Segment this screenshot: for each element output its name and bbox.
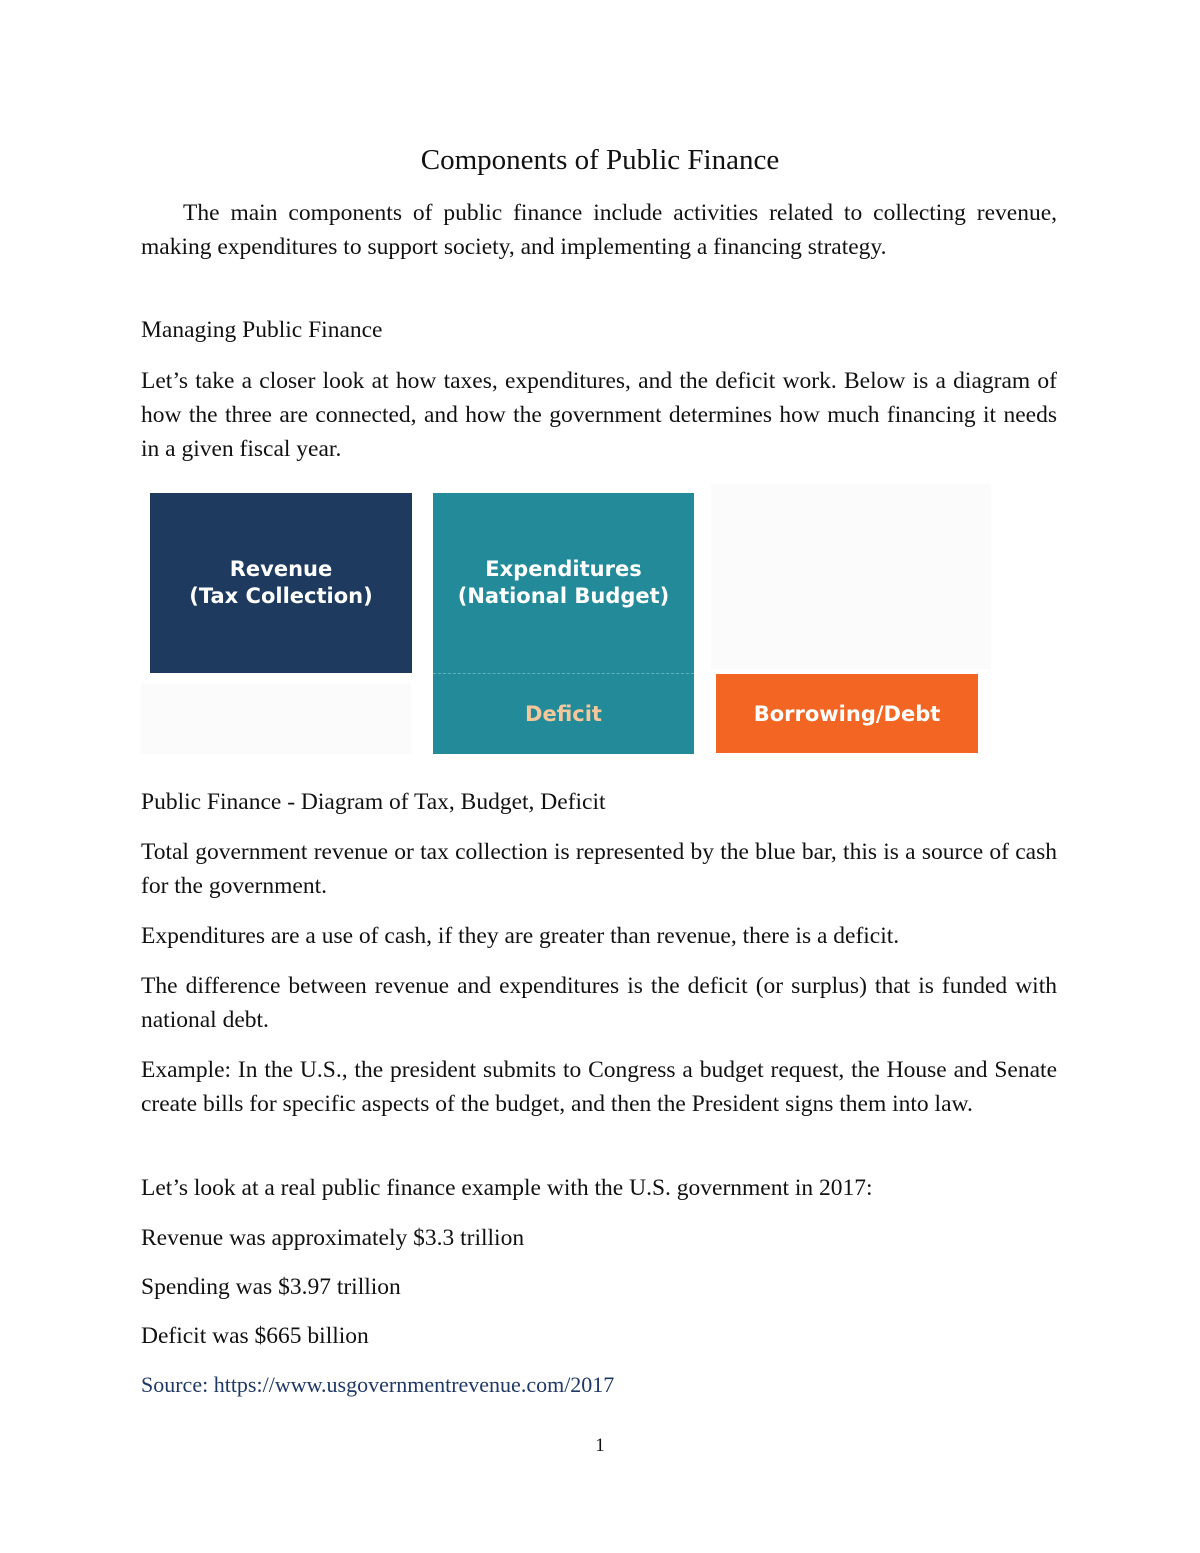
revenue-box: Revenue (Tax Collection) — [150, 493, 412, 673]
expenditures-paragraph: Expenditures are a use of cash, if they are greater than revenue, there is a deficit. — [141, 923, 900, 949]
spending-figure-line: Spending was $3.97 trillion — [141, 1274, 401, 1300]
intro-paragraph: The main components of public finance include activities related to collecting revenue, making expenditures to support society, and implementing a financing strategy. — [141, 200, 1057, 260]
faded-background-area — [141, 684, 411, 754]
borrowing-debt-box: Borrowing/Debt — [716, 674, 978, 753]
difference-paragraph: The difference between revenue and expenditures is the deficit (or surplus) that is funded with national debt. — [141, 973, 1057, 1033]
faded-background-area — [711, 484, 991, 669]
example-paragraph: Example: In the U.S., the president submits to Congress a budget request, the House and Senate create bills for specific aspects of the budget, and then the President signs them into law. — [141, 1057, 1057, 1117]
expenditures-box: Expenditures (National Budget) — [433, 493, 694, 673]
page-number: 1 — [595, 1435, 605, 1456]
section-heading-managing: Managing Public Finance — [141, 317, 383, 343]
closer-look-paragraph: Let’s take a closer look at how taxes, expenditures, and the deficit work. Below is a diagram of how the three are connected, and how the government determines how much financing it needs in a given fiscal year. — [141, 368, 1057, 462]
total-revenue-paragraph: Total government revenue or tax collection is represented by the blue bar, this is a source of cash for the government. — [141, 839, 1057, 899]
diagram-caption: Public Finance - Diagram of Tax, Budget, Deficit — [141, 789, 606, 815]
public-finance-diagram — [141, 484, 991, 760]
deficit-figure-line: Deficit was $665 billion — [141, 1323, 369, 1349]
page-title: Components of Public Finance — [420, 144, 780, 176]
revenue-figure-line: Revenue was approximately $3.3 trillion — [141, 1225, 525, 1251]
real-example-paragraph: Let’s look at a real public finance example with the U.S. government in 2017: — [141, 1175, 873, 1201]
deficit-box: Deficit — [433, 673, 694, 754]
source-citation: Source: https://www.usgovernmentrevenue.com/2017 — [141, 1372, 615, 1397]
